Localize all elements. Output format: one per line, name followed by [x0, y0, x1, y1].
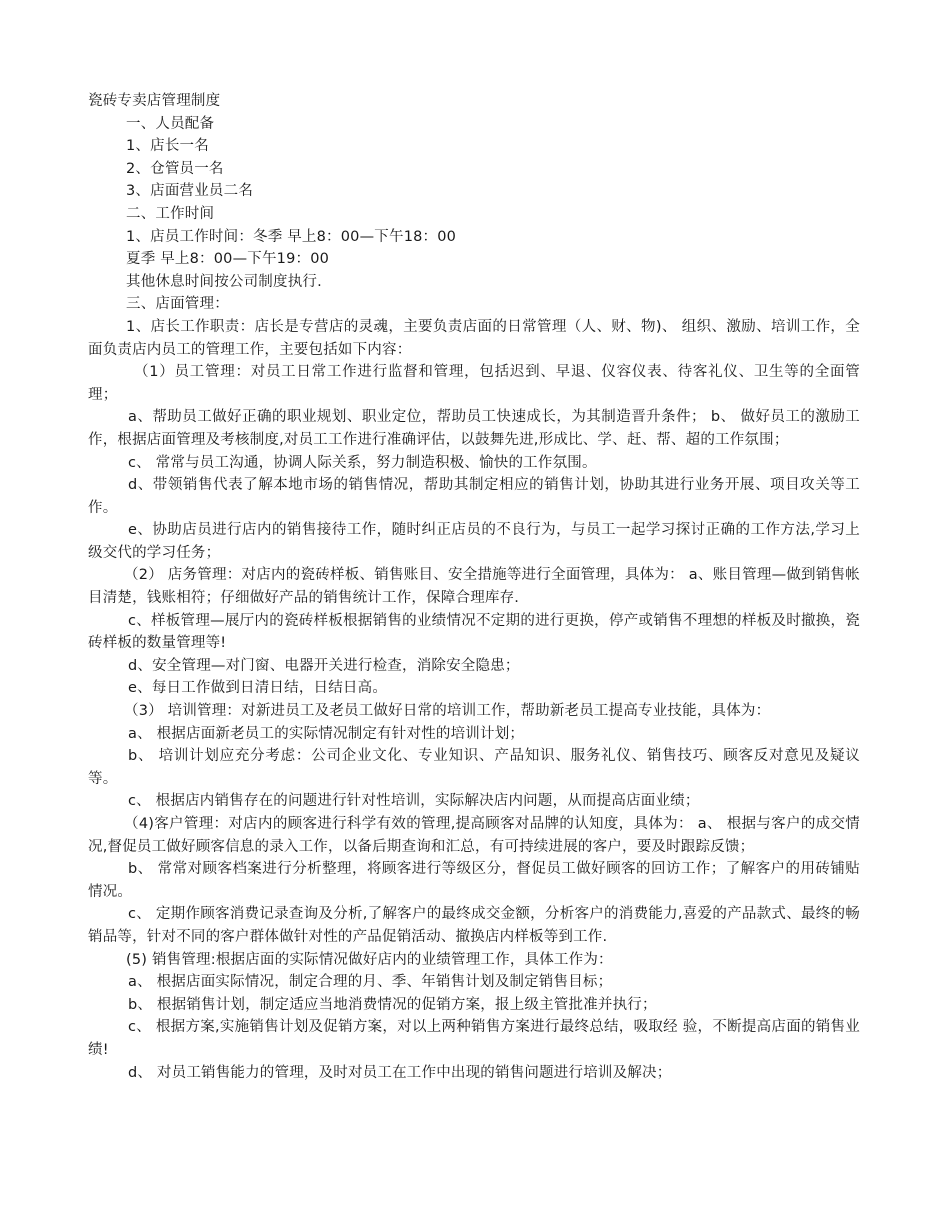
document-paragraph: 3、店面营业员二名 [126, 183, 254, 200]
document-paragraph: 2、仓管员一名 [126, 160, 224, 177]
document-paragraph: c、 根据店内销售存在的问题进行针对性培训，实际解决店内问题，从而提高店面业绩； [128, 793, 700, 810]
document-paragraph: （3） 培训管理：对新进员工及老员工做好日常的培训工作，帮助新老员工提高专业技能，具体为： [124, 703, 771, 720]
document-title: 瓷砖专卖店管理制度 [88, 93, 221, 109]
document-paragraph: e、协助店员进行店内的销售接待工作，随时纠正店员的不良行为，与员工一起学习探讨正确的工作方法,学习上级交代的学习任务； [88, 522, 860, 561]
document-paragraph: c、 根据方案,实施销售计划及促销方案，对以上两种销售方案进行最终总结，吸取经 验，不断提高店面的销售业绩! [88, 1019, 860, 1058]
document-paragraph: a、帮助员工做好正确的职业规划、职业定位，帮助员工快速成长，为其制造晋升条件； b、 做好员工的激励工作，根据店面管理及考核制度,对员工工作进行准确评估，以鼓舞先进,形成比、学、赶、帮、超的工作氛围； [88, 409, 860, 448]
document-paragraph: （4)客户管理：对店内的顾客进行科学有效的管理,提高顾客对品牌的认知度，具体为： a、 根据与客户的成交情况,督促员工做好顾客信息的录入工作，以备后期查询和汇总，有可持续进展的客户，要及时跟踪反馈； [88, 816, 860, 855]
document-paragraph: d、 对员工销售能力的管理，及时对员工在工作中出现的销售问题进行培训及解决； [128, 1064, 672, 1081]
document-paragraph: d、带领销售代表了解本地市场的销售情况，帮助其制定相应的销售计划，协助其进行业务开展、项目攻关等工作。 [88, 477, 860, 516]
document-paragraph: 二、工作时间 [126, 205, 215, 222]
document-paragraph: b、 根据销售计划，制定适应当地消费情况的促销方案，报上级主管批准并执行； [128, 996, 657, 1013]
document-body [88, 90, 860, 1084]
document-paragraph: d、安全管理—对门窗、电器开关进行检查，消除安全隐患； [128, 657, 520, 674]
document-paragraph: a、 根据店面新老员工的实际情况制定有针对性的培训计划； [128, 725, 525, 742]
document-paragraph: 1、店员工作时间：冬季 早上8：00—下午18：00 [126, 228, 457, 245]
document-paragraph: 其他休息时间按公司制度执行. [126, 273, 322, 290]
document-paragraph: c、 定期作顾客消费记录查询及分析,了解客户的最终成交金额，分析客户的消费能力,喜爱的产品款式、最终的畅销品等，针对不同的客户群体做针对性的产品促销活动、撤换店内样板等到工作. [88, 906, 860, 945]
document-paragraph: e、每日工作做到日清日结，日结日高。 [128, 680, 388, 697]
document-paragraph: 1、店长一名 [126, 138, 209, 155]
document-paragraph: 夏季 早上8：00—下午19：00 [126, 251, 330, 268]
document-paragraph: （2） 店务管理：对店内的瓷砖样板、销售账目、安全措施等进行全面管理，具体为： a、账目管理—做到销售帐目清楚，钱账相符；仔细做好产品的销售统计工作，保障合理库存. [88, 567, 860, 607]
document-paragraph: b、 培训计划应充分考虑：公司企业文化、专业知识、产品知识、服务礼仪、销售技巧、顾客反对意见及疑议等。 [88, 748, 860, 787]
document-paragraph: （1）员工管理：对员工日常工作进行监督和管理，包括迟到、早退、仪容仪表、待客礼仪、卫生等的全面管理； [88, 364, 860, 403]
document-paragraph: (5) 销售管理:根据店面的实际情况做好店内的业绩管理工作，具体工作为： [126, 951, 613, 968]
document-paragraph: c、样板管理—展厅内的瓷砖样板根据销售的业绩情况不定期的进行更换，停产或销售不理想的样板及时撤换，瓷砖样板的数量管理等! [88, 612, 860, 652]
document-paragraph: 一、人员配备 [126, 115, 215, 132]
document-paragraph: b、 常常对顾客档案进行分析整理，将顾客进行等级区分，督促员工做好顾客的回访工作；了解客户的用砖铺贴情况。 [88, 861, 860, 900]
document-paragraph: a、 根据店面实际情况，制定合理的月、季、年销售计划及制定销售目标； [128, 974, 613, 991]
document-paragraph: 1、店长工作职责：店长是专营店的灵魂，主要负责店面的日常管理（人、财、物)、 组织、激励、培训工作，全面负责店内员工的管理工作，主要包括如下内容： [88, 318, 860, 358]
document-paragraph: 三、店面管理： [126, 296, 229, 313]
document-paragraph: c、 常常与员工沟通，协调人际关系，努力制造积极、愉快的工作氛围。 [128, 454, 597, 471]
